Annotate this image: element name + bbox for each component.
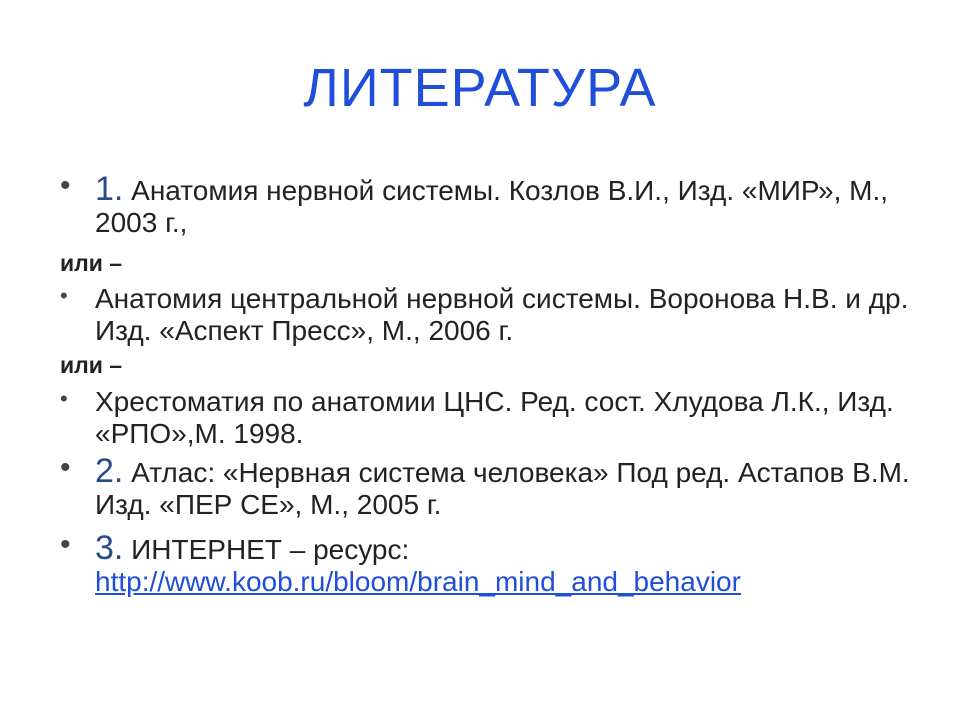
or-separator: или – [60, 250, 123, 276]
bullet-icon: • [60, 451, 71, 484]
bullet-icon: • [60, 528, 71, 561]
bullet-icon: • [60, 283, 68, 308]
bullet-icon: • [60, 169, 71, 202]
bullet-icon: • [60, 386, 68, 411]
slide-title: ЛИТЕРАТУРА [303, 58, 657, 118]
or-separator: или – [60, 352, 123, 378]
item-text: Анатомия нервной системы. Козлов В.И., Изд. «МИР», М., 2003 г., [95, 175, 889, 238]
item-text: Атлас: «Нервная система человека» Под ред. Астапов В.М. Изд. «ПЕР СЕ», М., 2005 г. [95, 457, 910, 520]
item-number: 3. [95, 529, 124, 567]
item-number: 2. [95, 452, 124, 490]
item-text: ИНТЕРНЕТ – ресурс: [131, 534, 410, 565]
list-item-text: Анатомия центральной нервной системы. Воронова Н.В. и др. Изд. «Аспект Пресс», М., 2006 г. [95, 283, 909, 346]
internet-resource-link[interactable]: http://www.koob.ru/bloom/brain_mind_and_behavior [95, 566, 741, 597]
list-item-text [95, 170, 915, 239]
item-number: 1. [95, 170, 124, 208]
list-item-text: Хрестоматия по анатомии ЦНС. Ред. сост. Хлудова Л.К., Изд. «РПО»,М. 1998. [95, 386, 894, 449]
list-item-text [95, 529, 915, 598]
list-item-text [95, 452, 915, 521]
